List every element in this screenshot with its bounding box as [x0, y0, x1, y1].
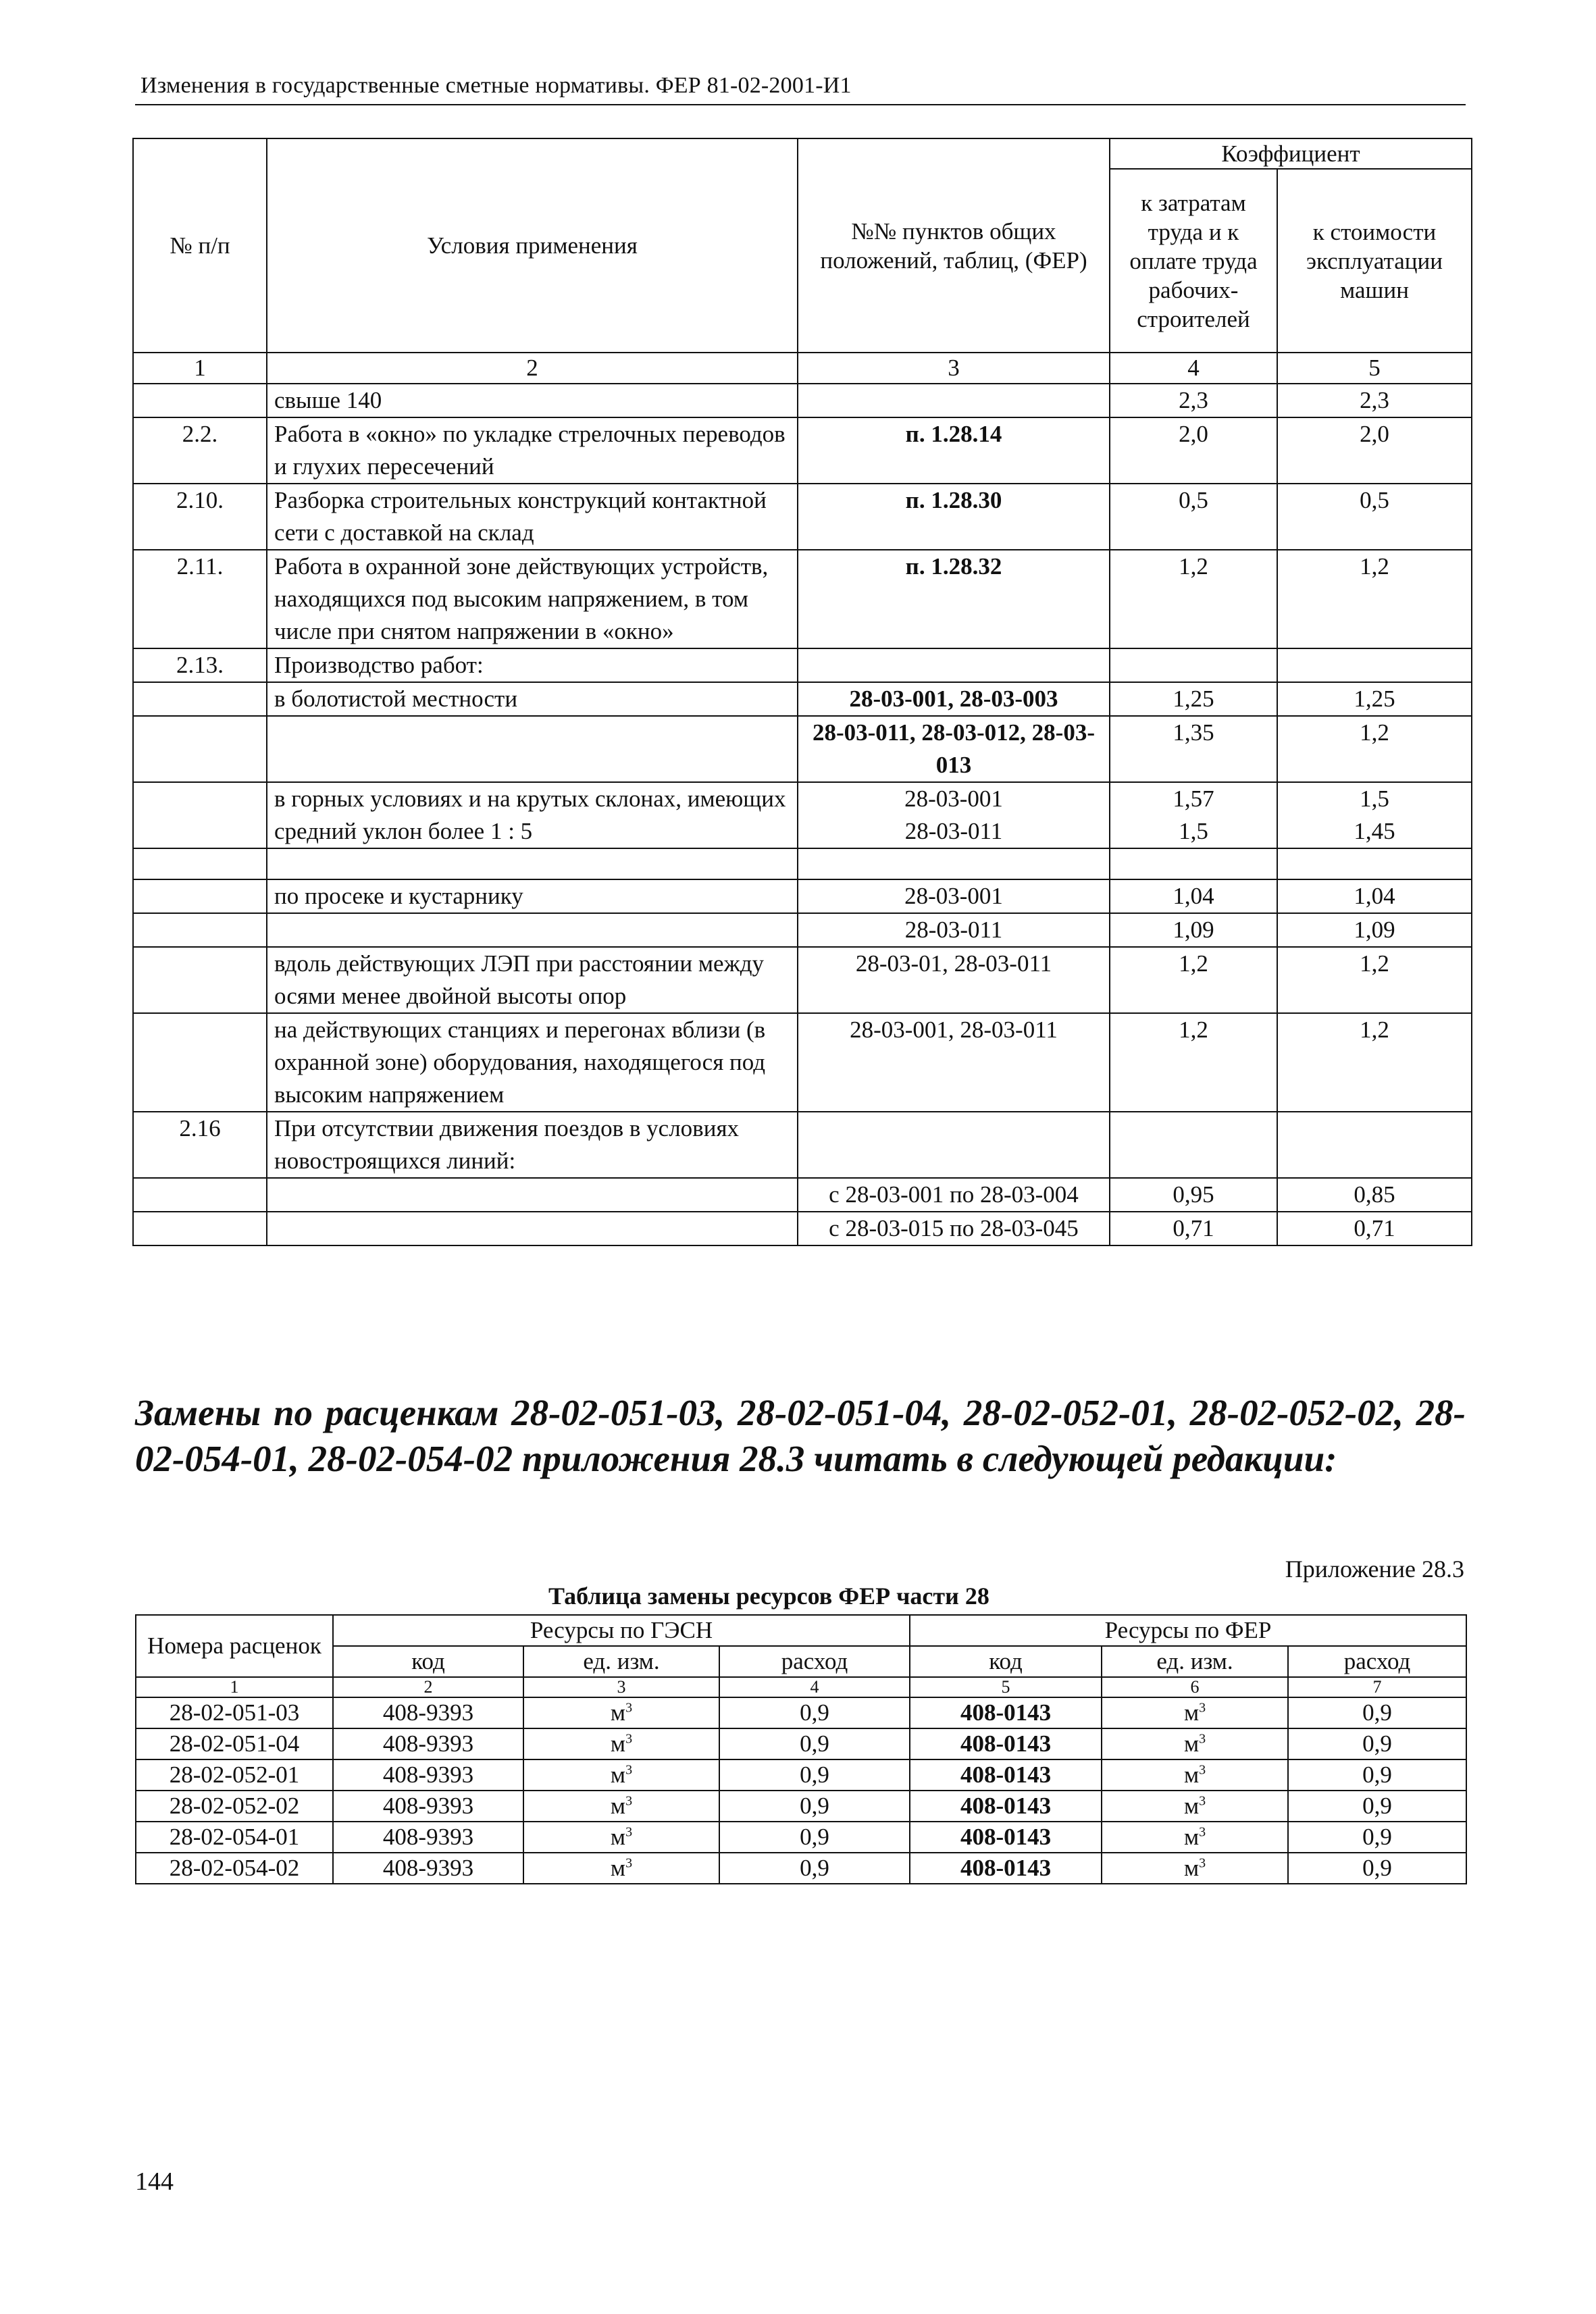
table-row	[133, 913, 1472, 947]
fer-code: 408-0143	[910, 1728, 1102, 1759]
unit-exponent: 3	[625, 1855, 633, 1871]
row-k-machines: 1,25	[1277, 682, 1472, 716]
row-condition	[267, 848, 798, 879]
row-ref: п. 1.28.32	[798, 550, 1110, 648]
table-row	[136, 1791, 1466, 1822]
row-k-machines: 1,04	[1277, 879, 1472, 913]
header-conditions: Условия применения	[267, 138, 798, 353]
unit-exponent: 3	[625, 1762, 633, 1778]
col-number: 7	[1288, 1677, 1466, 1697]
repl-header-row	[136, 1615, 1466, 1646]
row-ref: 28-03-001, 28-03-003	[798, 682, 1110, 716]
running-header: Изменения в государственные сметные нормативы. ФЕР 81-02-2001-И1	[140, 73, 852, 98]
fer-code: 408-0143	[910, 1759, 1102, 1791]
fer-consumption: 0,9	[1288, 1728, 1466, 1759]
header-rule	[135, 104, 1466, 105]
row-num	[133, 682, 267, 716]
gesn-unit: $м^3$	[523, 1822, 719, 1853]
gesn-unit: $м^3$	[523, 1791, 719, 1822]
row-condition: Разборка строительных конструкций контактной сети с доставкой на склад	[267, 484, 798, 550]
row-k-machines: 0,71	[1277, 1212, 1472, 1245]
row-k-labor: 1,25	[1110, 682, 1277, 716]
row-condition: на действующих станциях и перегонах вблизи (в охранной зоне) оборудования, находящегося под высоким напряжением	[267, 1013, 798, 1112]
row-ref: 28-03-001, 28-03-011	[798, 1013, 1110, 1112]
row-k-machines: 0,85	[1277, 1178, 1472, 1212]
row-num	[133, 1013, 267, 1112]
fer-unit: $м^3$	[1102, 1853, 1288, 1884]
replacement-table-title: Таблица замены ресурсов ФЕР части 28	[548, 1583, 989, 1610]
row-k-labor: 1,2	[1110, 1013, 1277, 1112]
row-num	[133, 1212, 267, 1245]
fer-code: 408-0143	[910, 1853, 1102, 1884]
fer-code: 408-0143	[910, 1791, 1102, 1822]
k-line: 1,5	[1360, 786, 1389, 812]
fer-consumption: 0,9	[1288, 1759, 1466, 1791]
header-rates: Номера расценок	[136, 1615, 333, 1677]
gesn-unit: $м^3$	[523, 1759, 719, 1791]
table-row	[133, 648, 1472, 682]
row-k-machines: 2,0	[1277, 417, 1472, 484]
rate-number: 28-02-052-02	[136, 1791, 333, 1822]
table-row	[136, 1853, 1466, 1884]
coef-header-row	[133, 138, 1472, 169]
row-ref: с 28-03-001 по 28-03-004	[798, 1178, 1110, 1212]
row-num	[133, 384, 267, 417]
row-num	[133, 913, 267, 947]
row-ref: 28-03-01, 28-03-011	[798, 947, 1110, 1013]
unit-exponent: 3	[625, 1700, 633, 1716]
header-fer-consumption: расход	[1288, 1646, 1466, 1677]
col-number: 6	[1102, 1677, 1288, 1697]
replacement-notice: Замены по расценкам 28-02-051-03, 28-02-051-04, 28-02-052-01, 28-02-052-02, 28-02-054-01, 28-02-054-02 приложения 28.3 читать в следующей редакции:	[135, 1392, 1466, 1479]
gesn-code: 408-9393	[333, 1728, 523, 1759]
row-ref: 28-03-011	[798, 913, 1110, 947]
row-condition	[267, 1212, 798, 1245]
row-condition: в горных условиях и на крутых склонах, имеющих средний уклон более 1 : 5	[267, 782, 798, 848]
row-condition: Работа в охранной зоне действующих устройств, находящихся под высоким напряжением, в том числе при снятом напряжении в «окно»	[267, 550, 798, 648]
gesn-code: 408-9393	[333, 1697, 523, 1728]
row-k-labor	[1110, 782, 1277, 848]
col-number: 2	[267, 353, 798, 384]
row-k-machines: 1,2	[1277, 716, 1472, 782]
unit-exponent: 3	[625, 1824, 633, 1840]
header-machines: к стоимости эксплуатации машин	[1277, 169, 1472, 353]
header-gesn-code: код	[333, 1646, 523, 1677]
unit-exponent: 3	[1199, 1762, 1206, 1778]
row-k-labor	[1110, 848, 1277, 879]
repl-col-numbers	[136, 1677, 1466, 1697]
fer-consumption: 0,9	[1288, 1822, 1466, 1853]
header-gesn: Ресурсы по ГЭСН	[333, 1615, 910, 1646]
gesn-consumption: 0,9	[719, 1728, 910, 1759]
row-k-machines	[1277, 648, 1472, 682]
row-ref	[798, 1112, 1110, 1178]
header-coefficient: Коэффициент	[1110, 138, 1472, 169]
coef-col-numbers	[133, 353, 1472, 384]
k-line: 1,57	[1173, 786, 1214, 812]
k-line: 1,45	[1354, 818, 1395, 844]
fer-consumption: 0,9	[1288, 1697, 1466, 1728]
gesn-code: 408-9393	[333, 1791, 523, 1822]
row-condition: Производство работ:	[267, 648, 798, 682]
ref-line: 28-03-001	[904, 786, 1003, 812]
coefficient-table	[132, 138, 1472, 1246]
appendix-label: Приложение 28.3	[1285, 1555, 1464, 1583]
row-k-machines	[1277, 782, 1472, 848]
fer-code: 408-0143	[910, 1697, 1102, 1728]
table-row	[133, 716, 1472, 782]
gesn-unit: $м^3$	[523, 1697, 719, 1728]
table-row	[133, 1212, 1472, 1245]
header-gesn-unit: ед. изм.	[523, 1646, 719, 1677]
row-condition	[267, 716, 798, 782]
gesn-code: 408-9393	[333, 1853, 523, 1884]
col-number: 1	[136, 1677, 333, 1697]
unit-exponent: 3	[1199, 1731, 1206, 1747]
row-ref: п. 1.28.30	[798, 484, 1110, 550]
page-number: 144	[135, 2167, 174, 2196]
row-num	[133, 716, 267, 782]
unit-exponent: 3	[1199, 1855, 1206, 1871]
rate-number: 28-02-054-01	[136, 1822, 333, 1853]
row-k-labor: 0,71	[1110, 1212, 1277, 1245]
table-row	[133, 782, 1472, 848]
header-labor: к затратам труда и к оплате труда рабочих-строителей	[1110, 169, 1277, 353]
row-k-machines: 1,09	[1277, 913, 1472, 947]
row-condition: по просеке и кустарнику	[267, 879, 798, 913]
row-num	[133, 947, 267, 1013]
row-k-machines: 1,2	[1277, 1013, 1472, 1112]
table-row	[136, 1728, 1466, 1759]
row-condition: свыше 140	[267, 384, 798, 417]
gesn-code: 408-9393	[333, 1822, 523, 1853]
rate-number: 28-02-051-03	[136, 1697, 333, 1728]
header-fer-code: код	[910, 1646, 1102, 1677]
fer-unit: $м^3$	[1102, 1697, 1288, 1728]
row-ref	[798, 848, 1110, 879]
fer-consumption: 0,9	[1288, 1853, 1466, 1884]
row-condition: в болотистой местности	[267, 682, 798, 716]
table-row	[136, 1759, 1466, 1791]
header-fer: Ресурсы по ФЕР	[910, 1615, 1466, 1646]
table-row	[133, 550, 1472, 648]
row-k-machines	[1277, 1112, 1472, 1178]
row-num: 2.2.	[133, 417, 267, 484]
gesn-consumption: 0,9	[719, 1791, 910, 1822]
row-k-labor: 2,3	[1110, 384, 1277, 417]
fer-unit: $м^3$	[1102, 1822, 1288, 1853]
gesn-consumption: 0,9	[719, 1822, 910, 1853]
col-number: 3	[523, 1677, 719, 1697]
row-k-labor: 1,35	[1110, 716, 1277, 782]
header-fer-unit: ед. изм.	[1102, 1646, 1288, 1677]
table-row	[133, 1013, 1472, 1112]
repl-subheader-row	[136, 1646, 1466, 1677]
unit-exponent: 3	[625, 1731, 633, 1747]
gesn-consumption: 0,9	[719, 1759, 910, 1791]
row-k-labor: 1,04	[1110, 879, 1277, 913]
col-number: 1	[133, 353, 267, 384]
row-num: 2.16	[133, 1112, 267, 1178]
row-num: 2.13.	[133, 648, 267, 682]
row-k-labor	[1110, 648, 1277, 682]
gesn-consumption: 0,9	[719, 1697, 910, 1728]
gesn-unit: $м^3$	[523, 1728, 719, 1759]
row-k-machines: 0,5	[1277, 484, 1472, 550]
row-k-labor: 0,5	[1110, 484, 1277, 550]
row-condition: При отсутствии движения поездов в условиях новостроящихся линий:	[267, 1112, 798, 1178]
table-row	[133, 1112, 1472, 1178]
table-row	[133, 947, 1472, 1013]
table-row	[133, 1178, 1472, 1212]
row-num	[133, 848, 267, 879]
col-number: 2	[333, 1677, 523, 1697]
col-number: 3	[798, 353, 1110, 384]
row-ref: 28-03-001	[798, 879, 1110, 913]
row-condition: вдоль действующих ЛЭП при расстоянии между осями менее двойной высоты опор	[267, 947, 798, 1013]
table-row	[136, 1822, 1466, 1853]
row-num: 2.11.	[133, 550, 267, 648]
col-number: 4	[1110, 353, 1277, 384]
fer-consumption: 0,9	[1288, 1791, 1466, 1822]
table-row	[133, 417, 1472, 484]
row-condition: Работа в «окно» по укладке стрелочных переводов и глухих пересечений	[267, 417, 798, 484]
rate-number: 28-02-051-04	[136, 1728, 333, 1759]
unit-exponent: 3	[1199, 1700, 1206, 1716]
fer-code: 408-0143	[910, 1822, 1102, 1853]
row-num	[133, 782, 267, 848]
table-row	[133, 384, 1472, 417]
row-k-machines: 2,3	[1277, 384, 1472, 417]
row-k-machines	[1277, 848, 1472, 879]
unit-exponent: 3	[1199, 1793, 1206, 1809]
fer-unit: $м^3$	[1102, 1791, 1288, 1822]
row-num	[133, 1178, 267, 1212]
row-ref: 28-03-011, 28-03-012, 28-03-013	[798, 716, 1110, 782]
ref-line: 28-03-011	[904, 818, 1003, 844]
row-num: 2.10.	[133, 484, 267, 550]
rate-number: 28-02-054-02	[136, 1853, 333, 1884]
col-number: 5	[1277, 353, 1472, 384]
k-line: 1,5	[1179, 818, 1208, 844]
fer-unit: $м^3$	[1102, 1759, 1288, 1791]
row-k-labor	[1110, 1112, 1277, 1178]
header-num: № п/п	[133, 138, 267, 353]
unit-exponent: 3	[625, 1793, 633, 1809]
row-k-machines: 1,2	[1277, 947, 1472, 1013]
gesn-unit: $м^3$	[523, 1853, 719, 1884]
col-number: 4	[719, 1677, 910, 1697]
row-ref	[798, 384, 1110, 417]
row-ref	[798, 648, 1110, 682]
rate-number: 28-02-052-01	[136, 1759, 333, 1791]
gesn-code: 408-9393	[333, 1759, 523, 1791]
replacement-table	[135, 1614, 1467, 1884]
row-k-labor: 1,2	[1110, 947, 1277, 1013]
row-condition	[267, 913, 798, 947]
header-gesn-consumption: расход	[719, 1646, 910, 1677]
table-row	[133, 484, 1472, 550]
row-k-labor: 2,0	[1110, 417, 1277, 484]
table-row	[133, 879, 1472, 913]
row-k-machines: 1,2	[1277, 550, 1472, 648]
row-ref	[798, 782, 1110, 848]
gesn-consumption: 0,9	[719, 1853, 910, 1884]
row-num	[133, 879, 267, 913]
table-row	[133, 682, 1472, 716]
header-points: №№ пунктов общих положений, таблиц, (ФЕР)	[798, 138, 1110, 353]
row-k-labor: 1,2	[1110, 550, 1277, 648]
row-ref: с 28-03-015 по 28-03-045	[798, 1212, 1110, 1245]
col-number: 5	[910, 1677, 1102, 1697]
fer-unit: $м^3$	[1102, 1728, 1288, 1759]
unit-exponent: 3	[1199, 1824, 1206, 1840]
row-ref: п. 1.28.14	[798, 417, 1110, 484]
table-row	[136, 1697, 1466, 1728]
row-condition	[267, 1178, 798, 1212]
row-k-labor: 0,95	[1110, 1178, 1277, 1212]
table-row	[133, 848, 1472, 879]
row-k-labor: 1,09	[1110, 913, 1277, 947]
